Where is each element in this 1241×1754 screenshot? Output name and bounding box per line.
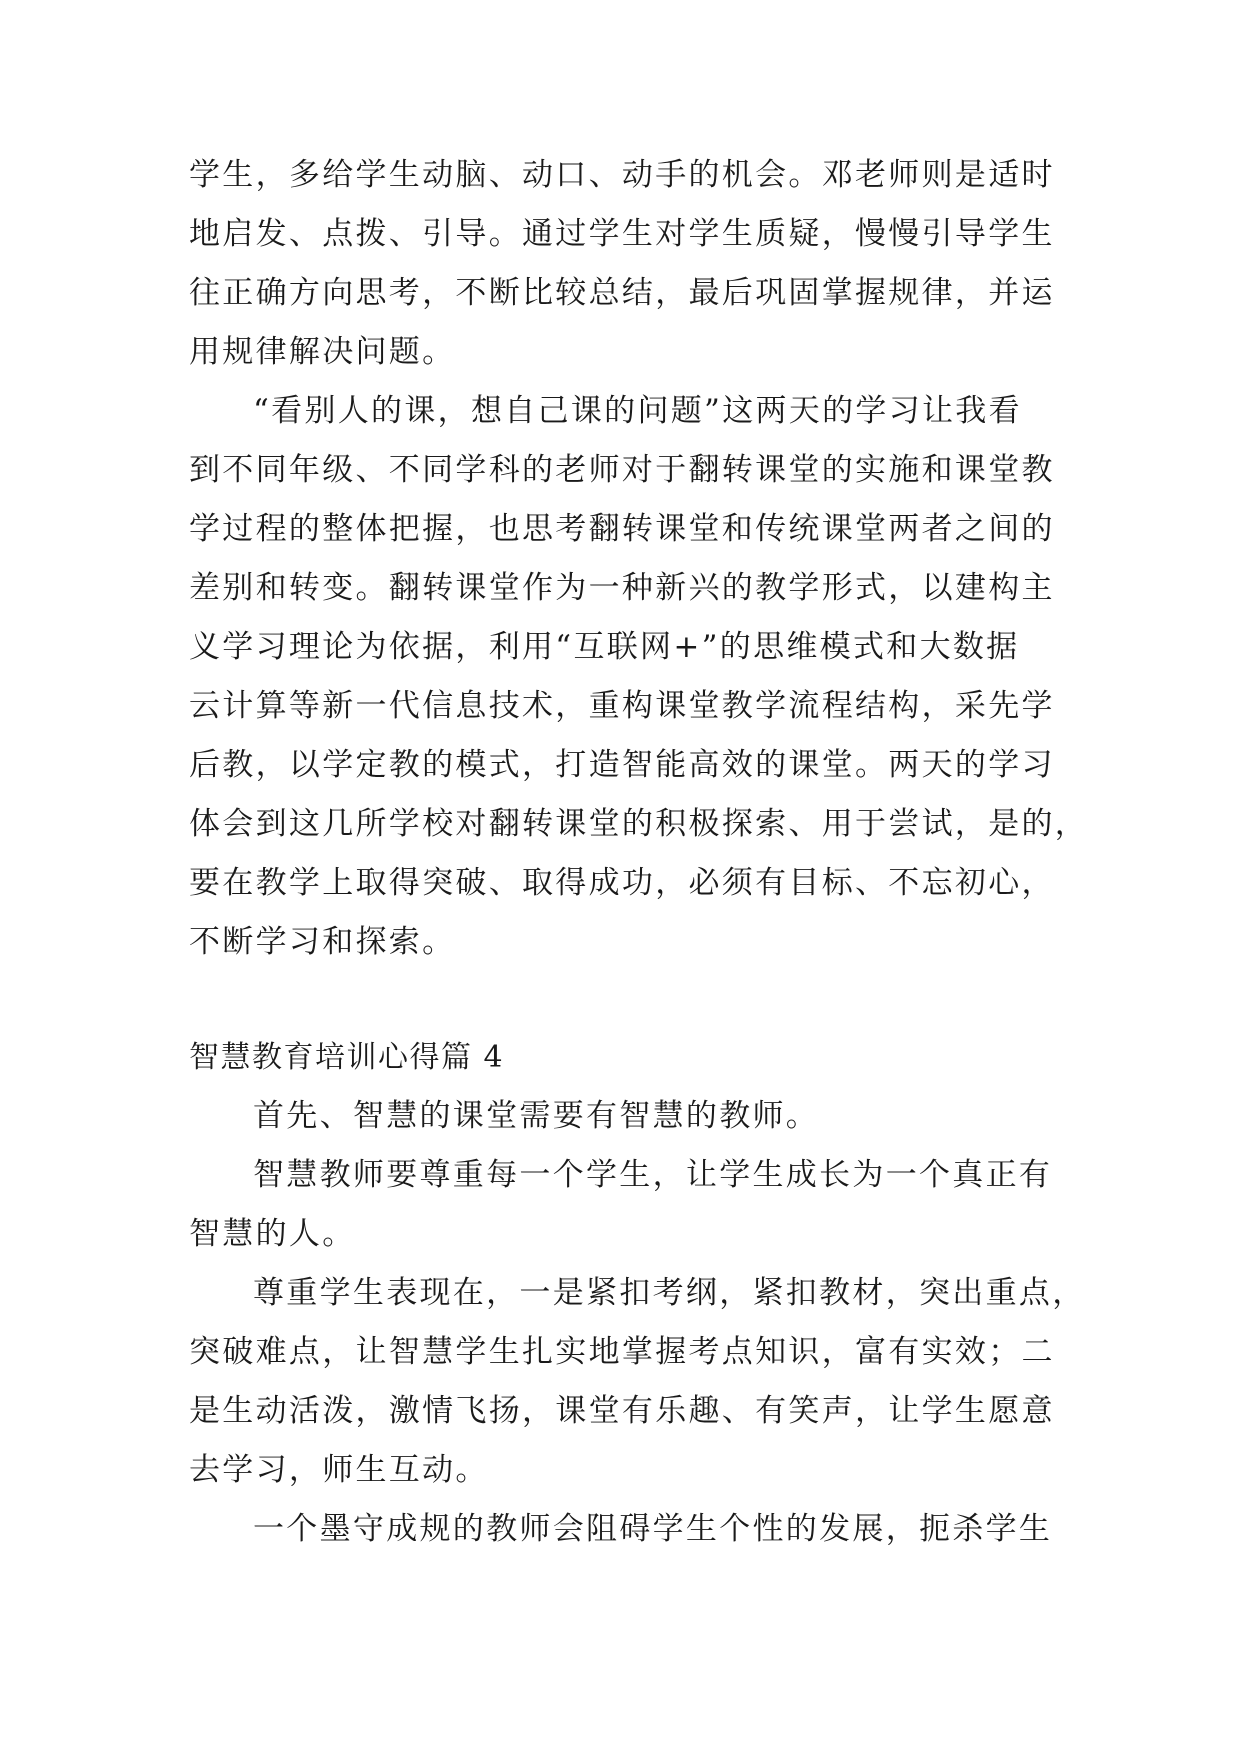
text-line: 尊重学生表现在，一是紧扣考纲，紧扣教材，突出重点， [253,1275,1086,1311]
text-line: 是生动活泼，激情飞扬，课堂有乐趣、有笑声，让学生愿意 [189,1393,1055,1429]
text-line: 不断学习和探索。 [189,924,456,960]
text-line: 首先、智慧的课堂需要有智慧的教师。 [253,1098,820,1134]
section-paragraph-2 [189,1146,1069,1264]
text-line: 到不同年级、不同学科的老师对于翻转课堂的实施和课堂教 [189,452,1055,488]
section-heading: 智慧教育培训心得篇 4 [189,1040,505,1075]
text-line: “看别人的课，想自己课的问题”这两天的学习让我看 [253,393,1022,429]
text-line: 义学习理论为依据，利用“互联网+”的思维模式和大数据 [189,629,1020,665]
text-line: 往正确方向思考，不断比较总结，最后巩固掌握规律，并运 [189,275,1055,311]
text-line: 后教，以学定教的模式，打造智能高效的课堂。两天的学习 [189,747,1055,783]
text-line: 体会到这几所学校对翻转课堂的积极探索、用于尝试，是的， [189,806,1089,842]
text-line: 一个墨守成规的教师会阻碍学生个性的发展，扼杀学生 [253,1511,1053,1547]
text-line: 差别和转变。翻转课堂作为一种新兴的教学形式，以建构主 [189,570,1055,606]
text-line: 要在教学上取得突破、取得成功，必须有目标、不忘初心， [189,865,1055,901]
text-line: 用规律解决问题。 [189,334,456,370]
text-line: 学生，多给学生动脑、动口、动手的机会。邓老师则是适时 [189,157,1055,193]
section-paragraph-1 [189,1087,1069,1146]
text-line: 突破难点，让智慧学生扎实地掌握考点知识，富有实效；二 [189,1334,1055,1370]
text-line: 去学习，师生互动。 [189,1452,489,1488]
paragraph-continuation [189,146,1069,382]
text-line: 智慧教师要尊重每一个学生，让学生成长为一个真正有 [253,1157,1053,1193]
section-paragraph-4 [189,1500,1069,1559]
paragraph-flipped-classroom [189,382,1089,972]
section-paragraph-3 [189,1264,1086,1500]
text-line: 云计算等新一代信息技术，重构课堂教学流程结构，采先学 [189,688,1055,724]
text-line: 智慧的人。 [189,1216,356,1252]
text-line: 地启发、点拨、引导。通过学生对学生质疑，慢慢引导学生 [189,216,1055,252]
text-line: 学过程的整体把握，也思考翻转课堂和传统课堂两者之间的 [189,511,1055,547]
